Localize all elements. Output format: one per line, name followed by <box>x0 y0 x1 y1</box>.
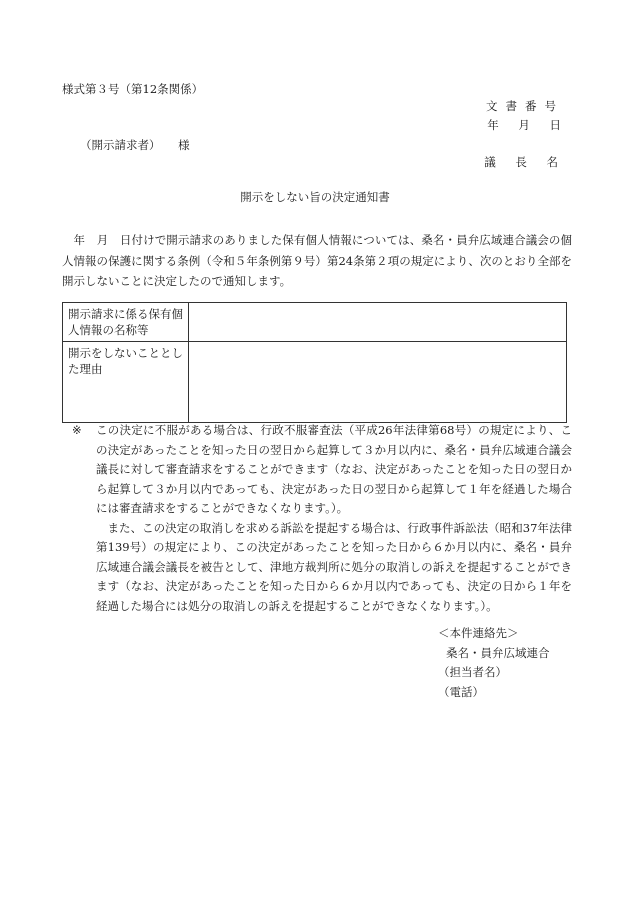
contact-person: （担当者名） <box>438 665 507 679</box>
table-row <box>63 342 567 423</box>
notice-body: 年 月 日付けで開示請求のありました保有個人情報については、桑名・員弁広域連合議会の個人情報の保護に関する条例（令和５年条例第９号）第24条第２項の規定により、次のとおり全部を開示しないことに決定したので通知します。 <box>62 233 572 288</box>
table-row <box>63 303 567 342</box>
document-title: 開示をしない旨の決定通知書 <box>240 190 390 204</box>
row-value-reason <box>189 342 567 423</box>
note-mark: ※ <box>72 423 82 437</box>
row-label-reason: 開示をしないこととした理由 <box>63 342 189 423</box>
form-number: 様式第３号（第12条関係） <box>62 82 204 96</box>
note-lawsuit-text: また、この決定の取消しを求める訴訟を提起する場合は、行政事件訴訟法（昭和37年法律第139号）の規定により、この決定があったことを知った日から６か月以内に、桑名・員弁広域連合議会議長を被告として、津地方裁判所に処分の取消しの訴えを提起することができます（なお、決定があったことを知った日から６か月以内であっても、決定の日から１年を経過した場合には処分の取消しの訴えを提起することができなくなります。）。 <box>96 520 572 613</box>
row-label-info-name: 開示請求に係る保有個人情報の名称等 <box>63 303 189 342</box>
document-date: 年 月 日 <box>487 118 562 132</box>
note-appeal-text: この決定に不服がある場合は、行政不服審査法（平成26年法律第68号）の規定により、この決定があったことを知った日の翌日から起算して３か月以内に、桑名・員弁広域連合議会議長に対して審査請求をすることができます（なお、決定があったことを知った日の翌日から起算して３か月以内であっても、決定があった日の翌日から起算して１年を経過した場合には審査請求をすることができなくなります。）。 <box>96 423 572 515</box>
requester-addressee: （開示請求者） 様 <box>80 138 190 152</box>
info-table <box>62 302 567 423</box>
row-value-info-name <box>189 303 567 342</box>
contact-phone: （電話） <box>438 684 484 699</box>
contact-block <box>438 624 550 702</box>
notes-section <box>72 421 572 616</box>
contact-org: 桑名・員弁広域連合 <box>446 645 550 660</box>
contact-heading: ＜本件連絡先＞ <box>438 626 519 640</box>
note-appeal <box>72 421 572 519</box>
document-number: 文書番号 <box>486 99 564 113</box>
sender-name: 議 長 名 <box>484 155 558 169</box>
